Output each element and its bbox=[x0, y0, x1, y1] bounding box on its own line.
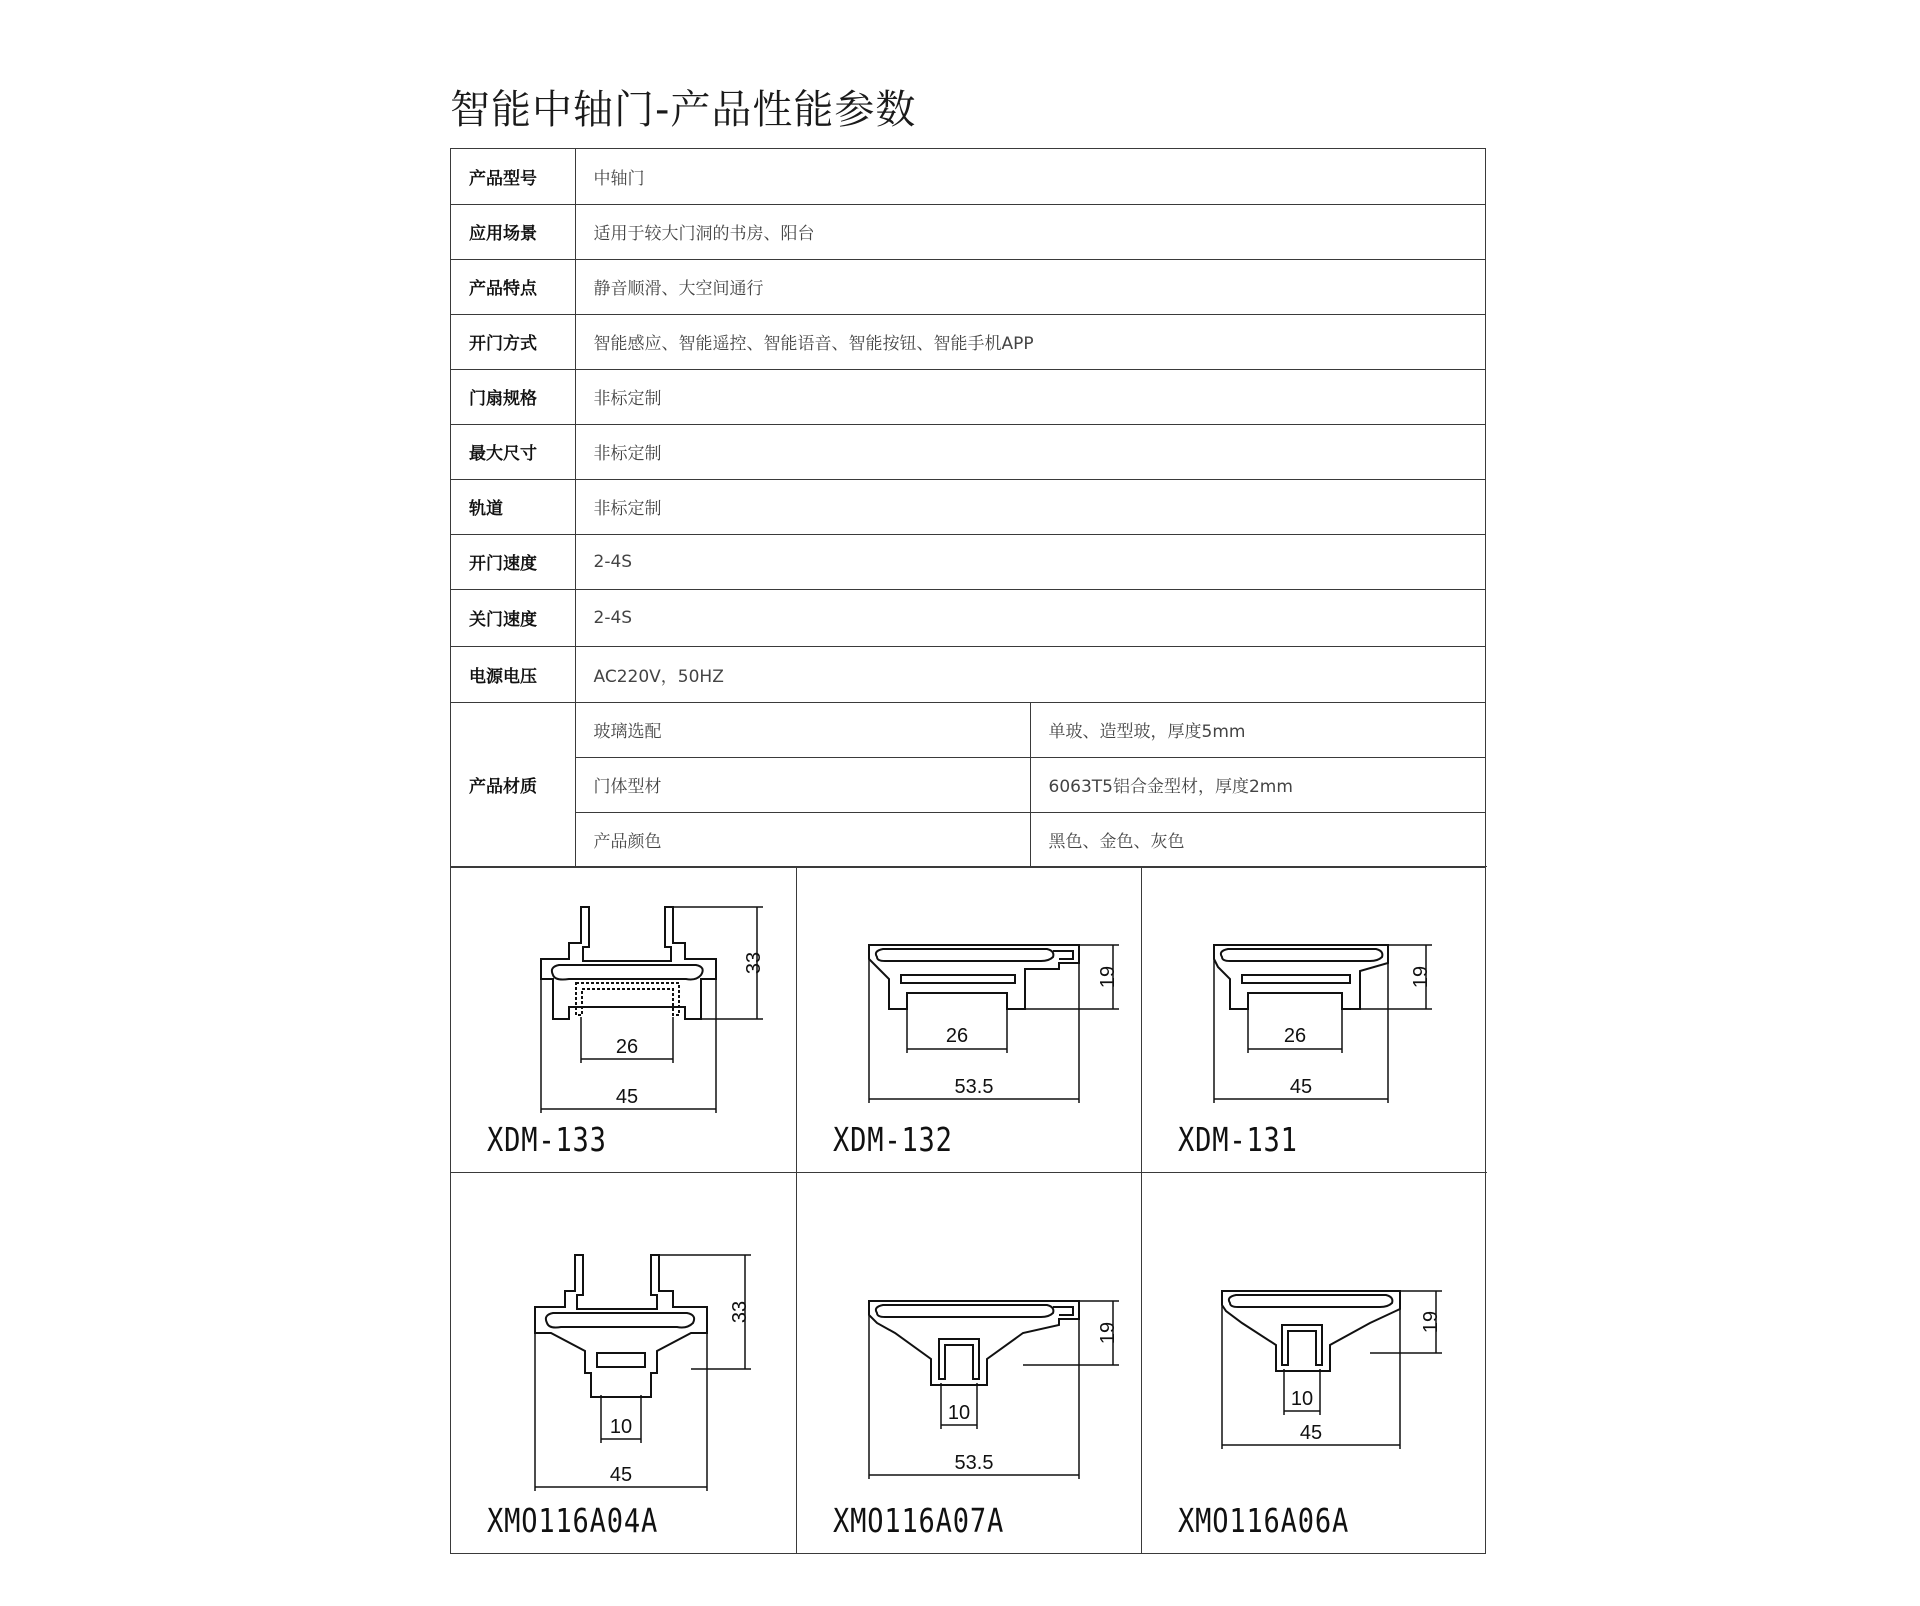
profile-drawing-xmo116a04a bbox=[451, 1173, 796, 1555]
profile-width-label: 53.5 bbox=[954, 1452, 994, 1474]
material-row bbox=[451, 812, 1485, 867]
profile-model: XDM-133 bbox=[487, 1120, 607, 1159]
spec-label: 门扇规格 bbox=[451, 369, 575, 424]
profile-inner-label: 26 bbox=[615, 1036, 639, 1058]
profile-model: XDM-131 bbox=[1178, 1120, 1298, 1159]
spec-value: 非标定制 bbox=[575, 424, 1485, 479]
profile-height-label: 33 bbox=[729, 1300, 751, 1324]
material-value: 单玻、造型玻，厚度5mm bbox=[1030, 702, 1485, 757]
material-sublabel: 产品颜色 bbox=[575, 812, 1030, 867]
profile-grid bbox=[451, 866, 1487, 1554]
profile-cell bbox=[451, 1172, 796, 1554]
material-label: 产品材质 bbox=[451, 702, 575, 867]
profile-model: XMO116A07A bbox=[833, 1501, 1005, 1540]
spec-value: 智能感应、智能遥控、智能语音、智能按钮、智能手机APP bbox=[575, 314, 1485, 369]
spec-row bbox=[451, 149, 1485, 204]
material-value: 黑色、金色、灰色 bbox=[1030, 812, 1485, 867]
material-row bbox=[451, 702, 1485, 757]
spec-sheet bbox=[450, 148, 1486, 1554]
profile-model: XDM-132 bbox=[833, 1120, 953, 1159]
spec-value: 静音顺滑、大空间通行 bbox=[575, 259, 1485, 314]
profile-cell bbox=[1141, 866, 1487, 1172]
material-value: 6063T5铝合金型材，厚度2mm bbox=[1030, 757, 1485, 812]
spec-row bbox=[451, 589, 1485, 646]
spec-row bbox=[451, 534, 1485, 589]
spec-label: 关门速度 bbox=[451, 589, 575, 646]
material-sublabel: 玻璃选配 bbox=[575, 702, 1030, 757]
spec-label: 电源电压 bbox=[451, 646, 575, 702]
profile-cell bbox=[1141, 1172, 1487, 1554]
spec-row bbox=[451, 479, 1485, 534]
profile-drawing-xmo116a06a bbox=[1142, 1173, 1488, 1555]
profile-width-label: 45 bbox=[1289, 1076, 1313, 1098]
spec-row bbox=[451, 314, 1485, 369]
spec-table bbox=[451, 149, 1485, 868]
profile-inner-label: 26 bbox=[945, 1025, 969, 1047]
profile-height-label: 19 bbox=[1410, 965, 1432, 989]
profile-cell bbox=[796, 866, 1141, 1172]
profile-width-label: 45 bbox=[615, 1086, 639, 1108]
spec-row bbox=[451, 424, 1485, 479]
material-sublabel: 门体型材 bbox=[575, 757, 1030, 812]
spec-row bbox=[451, 646, 1485, 702]
profile-width-label: 45 bbox=[1299, 1422, 1323, 1444]
spec-label: 开门方式 bbox=[451, 314, 575, 369]
profile-width-label: 45 bbox=[609, 1464, 633, 1486]
profile-inner-label: 10 bbox=[1290, 1388, 1314, 1410]
profile-model: XMO116A06A bbox=[1178, 1501, 1350, 1540]
profile-model: XMO116A04A bbox=[487, 1501, 659, 1540]
profile-cell bbox=[451, 866, 796, 1172]
profile-inner-label: 10 bbox=[609, 1416, 633, 1438]
profile-inner-label: 10 bbox=[947, 1402, 971, 1424]
profile-height-label: 19 bbox=[1420, 1310, 1442, 1334]
spec-label: 应用场景 bbox=[451, 204, 575, 259]
page-title: 智能中轴门-产品性能参数 bbox=[450, 87, 917, 133]
spec-label: 产品特点 bbox=[451, 259, 575, 314]
profile-inner-label: 26 bbox=[1283, 1025, 1307, 1047]
spec-value: 中轴门 bbox=[575, 149, 1485, 204]
spec-value: 2-4S bbox=[575, 589, 1485, 646]
spec-label: 轨道 bbox=[451, 479, 575, 534]
profile-drawing-xmo116a07a bbox=[797, 1173, 1142, 1555]
spec-row bbox=[451, 259, 1485, 314]
material-row bbox=[451, 757, 1485, 812]
spec-label: 开门速度 bbox=[451, 534, 575, 589]
profile-height-label: 19 bbox=[1097, 965, 1119, 989]
spec-row bbox=[451, 204, 1485, 259]
profile-cell bbox=[796, 1172, 1141, 1554]
spec-value: 适用于较大门洞的书房、阳台 bbox=[575, 204, 1485, 259]
profile-width-label: 53.5 bbox=[954, 1076, 994, 1098]
spec-value: 非标定制 bbox=[575, 479, 1485, 534]
spec-value: 2-4S bbox=[575, 534, 1485, 589]
profile-height-label: 19 bbox=[1097, 1321, 1119, 1345]
spec-row bbox=[451, 369, 1485, 424]
profile-height-label: 33 bbox=[743, 951, 765, 975]
spec-value: AC220V，50HZ bbox=[575, 646, 1485, 702]
spec-label: 产品型号 bbox=[451, 149, 575, 204]
spec-value: 非标定制 bbox=[575, 369, 1485, 424]
spec-label: 最大尺寸 bbox=[451, 424, 575, 479]
